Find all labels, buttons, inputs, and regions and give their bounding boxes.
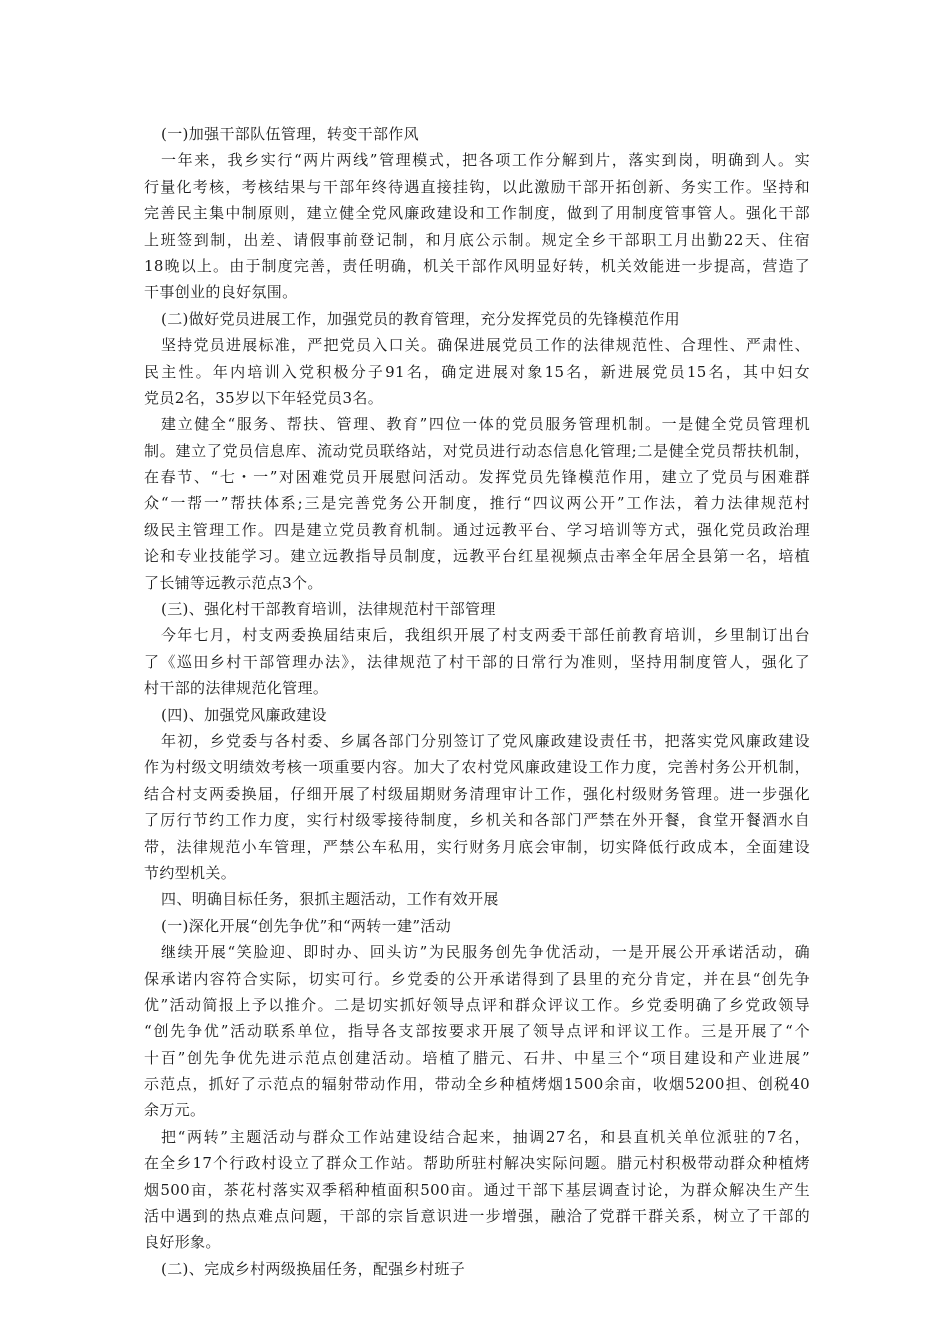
text-line: 优”活动简报上予以推介。二是切实抓好领导点评和群众评议工作。乡党委明确了乡党政领导 <box>144 995 810 1014</box>
document-body <box>144 121 810 1282</box>
body-paragraph <box>144 728 810 886</box>
text-line: (二)做好党员进展工作，加强党员的教育管理，充分发挥党员的先锋模范作用 <box>161 309 680 328</box>
section-heading <box>144 1256 810 1282</box>
body-paragraph <box>144 147 810 305</box>
text-line: 在春节、“七・一”对困难党员开展慰问活动。发挥党员先锋模范作用，建立了党员与困难群 <box>144 468 810 487</box>
text-line: 上班签到制，出差、请假事前登记制，和月底公示制。规定全乡干部职工月出勤22天、住宿 <box>144 230 810 249</box>
text-line: 党员2名，35岁以下年轻党员3名。 <box>144 388 384 407</box>
text-line: (一)深化开展“创先争优”和“两转一建”活动 <box>161 916 452 935</box>
text-line: 作为村级文明绩效考核一项重要内容。加大了农村党风廉政建设工作力度，完善村务公开机制， <box>144 758 810 777</box>
text-line: 节约型机关。 <box>144 863 237 882</box>
text-line: (一)加强干部队伍管理，转变干部作风 <box>161 125 420 143</box>
text-line: 活中遇到的热点难点问题，干部的宗旨意识进一步增强，融洽了党群干群关系，树立了干部的 <box>144 1207 810 1226</box>
text-line: 行量化考核，考核结果与干部年终待遇直接挂钩，以此激励干部开拓创新、务实工作。坚持和 <box>144 177 810 196</box>
text-line: 级民主管理工作。四是建立党员教育机制。通过远教平台、学习培训等方式，强化党员政治理 <box>144 520 810 539</box>
text-line: 余万元。 <box>144 1101 206 1120</box>
section-heading <box>144 306 810 332</box>
section-heading <box>144 702 810 728</box>
text-line: 四、明确目标任务，狠抓主题活动，工作有效开展 <box>161 890 499 909</box>
text-line: 村干部的法律规范化管理。 <box>144 679 329 698</box>
text-line: (四)、加强党风廉政建设 <box>161 705 327 724</box>
section-heading <box>144 121 810 147</box>
text-line: 18晚以上。由于制度完善，责任明确，机关干部作风明显好转，机关效能进一步提高，营造了 <box>144 256 810 275</box>
section-heading <box>144 596 810 622</box>
text-line: (三)、强化村干部教育培训，法律规范村干部管理 <box>161 600 496 619</box>
text-line: 十百”创先争优先进示范点创建活动。培植了腊元、石井、中星三个“项目建设和产业进展” <box>144 1048 810 1067</box>
section-heading <box>144 913 810 939</box>
text-line: 民主性。年内培训入党积极分子91名，确定进展对象15名，新进展党员15名，其中妇女 <box>144 362 810 381</box>
text-line: 了厉行节约工作力度，实行村级零接待制度，乡机关和各部门严禁在外开餐，食堂开餐酒水自 <box>144 811 810 830</box>
text-line: 坚持党员进展标准，严把党员入口关。确保进展党员工作的法律规范性、合理性、严肃性、 <box>161 336 810 355</box>
text-line: 干事创业的良好氛围。 <box>144 283 298 302</box>
text-line: 良好形象。 <box>144 1233 221 1252</box>
text-line: 论和专业技能学习。建立远教指导员制度，远教平台红星视频点击率全年居全县第一名，培植 <box>144 547 810 566</box>
text-line: 众“一帮一”帮扶体系;三是完善党务公开制度，推行“四议两公开”工作法，着力法律规范村 <box>144 494 810 513</box>
text-line: 把“两转”主题活动与群众工作站建设结合起来，抽调27名，和县直机关单位派驻的7名， <box>161 1127 810 1146</box>
text-line: 年初，乡党委与各村委、乡属各部门分别签订了党风廉政建设责任书，把落实党风廉政建设 <box>161 731 810 750</box>
body-paragraph <box>144 622 810 701</box>
text-line: (二)、完成乡村两级换届任务，配强乡村班子 <box>161 1259 466 1278</box>
text-line: 制。建立了党员信息库、流动党员联络站，对党员进行动态信息化管理;二是健全党员帮扶机制， <box>144 441 810 460</box>
body-paragraph <box>144 411 810 596</box>
text-line: 带，法律规范小车管理，严禁公车私用，实行财务月底会审制，切实降低行政成本，全面建设 <box>144 837 810 856</box>
body-paragraph <box>144 332 810 411</box>
section-heading <box>144 886 810 912</box>
text-line: 了《巡田乡村干部管理办法》，法律规范了村干部的日常行为准则，坚持用制度管人，强化了 <box>144 652 810 671</box>
text-line: “创先争优”活动联系单位，指导各支部按要求开展了领导点评和评议工作。三是开展了“个 <box>144 1022 810 1041</box>
body-paragraph <box>144 939 810 1124</box>
text-line: 了长铺等远教示范点3个。 <box>144 573 323 592</box>
text-line: 今年七月，村支两委换届结束后，我组织开展了村支两委干部任前教育培训，乡里制订出台 <box>161 626 810 645</box>
text-line: 建立健全“服务、帮扶、管理、教育”四位一体的党员服务管理机制。一是健全党员管理机 <box>161 415 810 434</box>
text-line: 烟500亩，茶花村落实双季稻种植面积500亩。通过干部下基层调查讨论，为群众解决生产生 <box>144 1180 810 1199</box>
text-line: 完善民主集中制原则，建立健全党风廉政建设和工作制度，做到了用制度管事管人。强化干部 <box>144 204 810 223</box>
text-line: 保承诺内容符合实际，切实可行。乡党委的公开承诺得到了县里的充分肯定，并在县“创先争 <box>144 969 810 988</box>
text-line: 继续开展“笑脸迎、即时办、回头访”为民服务创先争优活动，一是开展公开承诺活动，确 <box>161 943 810 962</box>
text-line: 示范点，抓好了示范点的辐射带动作用，带动全乡种植烤烟1500余亩，收烟5200担、创税40 <box>144 1075 810 1094</box>
body-paragraph <box>144 1124 810 1256</box>
text-line: 一年来，我乡实行“两片两线”管理模式，把各项工作分解到片，落实到岗，明确到人。实 <box>161 151 810 170</box>
text-line: 在全乡17个行政村设立了群众工作站。帮助所驻村解决实际问题。腊元村积极带动群众种植烤 <box>144 1154 810 1173</box>
text-line: 结合村支两委换届，仔细开展了村级届期财务清理审计工作，强化村级财务管理。进一步强化 <box>144 784 810 803</box>
